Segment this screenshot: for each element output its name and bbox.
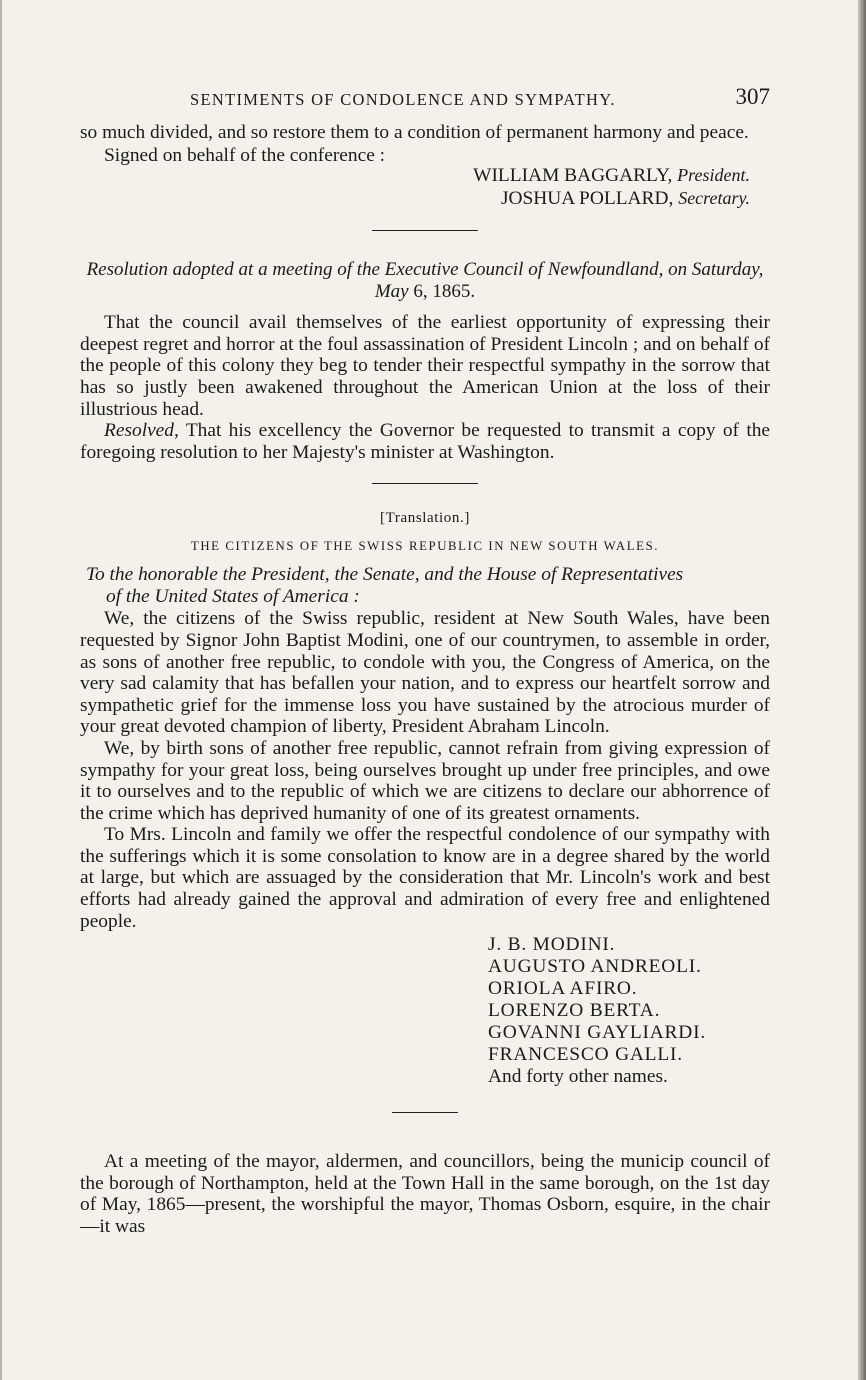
- section-divider: [372, 483, 478, 484]
- other-names: And forty other names.: [488, 1066, 668, 1088]
- signatory-title: President.: [677, 165, 750, 186]
- address-line-2: of the United States of America :: [106, 585, 360, 607]
- swiss-address: [80, 564, 770, 607]
- heading-text: Resolution adopted at a meeting of the Executive Council of Newfoundland, on Saturday, May: [86, 259, 764, 302]
- conference-section: [80, 122, 770, 210]
- newfoundland-section: [80, 259, 770, 463]
- conference-signatories: [80, 164, 750, 210]
- page-column: [80, 84, 770, 1238]
- heading-date: 6, 1865.: [413, 280, 476, 302]
- resolved-word: Resolved,: [104, 420, 179, 442]
- running-head: SENTIMENTS OF CONDOLENCE AND SYMPATHY.: [190, 90, 616, 109]
- page-left-edge: [0, 0, 2, 1380]
- newfoundland-resolution: That the council avail themselves of the earliest opportunity of expressing their deepest regret and horror at the foul assassination of President Lincoln ; and on behalf of the people of this colony they beg to tender their respectful sympathy in the sorrow that has so justly been awakened throughout the American Union at the loss of their illustrious head.: [80, 312, 770, 420]
- signatory-name: WILLIAM BAGGARLY,: [473, 165, 673, 187]
- swiss-section: [80, 510, 770, 1088]
- page-header: [80, 84, 770, 118]
- page-binding-edge: [858, 0, 866, 1380]
- swiss-signatories: [488, 934, 770, 1088]
- signatory: FRANCESCO GALLI.: [488, 1044, 683, 1066]
- signatory-title: Secretary.: [678, 188, 750, 209]
- newfoundland-heading: [80, 259, 770, 302]
- conference-signed: Signed on behalf of the conference :: [104, 144, 386, 166]
- signatory: LORENZO BERTA.: [488, 1000, 661, 1022]
- northampton-section: [80, 1151, 770, 1237]
- signatory: AUGUSTO ANDREOLI.: [488, 956, 702, 978]
- swiss-paragraph-3: To Mrs. Lincoln and family we offer the respectful condolence of our sympathy with the sufferings which it is some consolation to know are in a degree shared by the world at large, but which are assuaged by the consideration that Mr. Lincoln's work and best efforts had already gained the approval and admiration of every free and enlightened people.: [80, 824, 770, 932]
- northampton-paragraph: At a meeting of the mayor, aldermen, and councillors, being the municip council of the borough of Northampton, held at the Town Hall in the same borough, on the 1st day of May, 1865—present, the worshipful the mayor, Thomas Osborn, esquire, in the chair—it was: [80, 1151, 770, 1238]
- swiss-title: THE CITIZENS OF THE SWISS REPUBLIC IN NEW SOUTH WALES.: [190, 539, 660, 554]
- signatory-secretary: [80, 187, 750, 210]
- swiss-paragraph-2: We, by birth sons of another free republic, cannot refrain from giving expression of sympathy for your great loss, being ourselves brought up under free principles, and owe it to ourselves and to the republic of which we are citizens to declare our abhorrence of the crime which has deprived humanity of one of its greatest ornaments.: [80, 737, 770, 824]
- swiss-paragraph-1: We, the citizens of the Swiss republic, resident at New South Wales, have been requested by Signor John Baptist Modini, one of our countrymen, to assemble in order, as sons of another free republic, to condole with you, the Congress of America, on the very sad calamity that has befallen your nation, and to express our heartfelt sorrow and sympathetic grief for the immense loss you have sustained by the atrocious murder of your great devoted champion of liberty, President Abraham Lincoln.: [80, 608, 770, 738]
- conference-closing: so much divided, and so restore them to a condition of permanent harmony and peace.: [80, 122, 749, 143]
- signatory: J. B. MODINI.: [488, 934, 616, 956]
- signatory: ORIOLA AFIRO.: [488, 978, 638, 1000]
- newfoundland-resolved: [80, 420, 770, 463]
- section-divider: [392, 1112, 458, 1113]
- section-divider: [372, 230, 478, 231]
- signatory: GOVANNI GAYLIARDI.: [488, 1022, 706, 1044]
- page-number: 307: [735, 84, 770, 109]
- address-line-1: To the honorable the President, the Senate, and the House of Representatives: [86, 564, 684, 586]
- resolved-text: That his excellency the Governor be requested to transmit a copy of the foregoing resolution to her Majesty's minister at Washington.: [80, 420, 771, 463]
- translation-note: [Translation.]: [380, 510, 470, 527]
- signatory-name: JOSHUA POLLARD,: [500, 188, 674, 210]
- signatory-president: [80, 164, 750, 187]
